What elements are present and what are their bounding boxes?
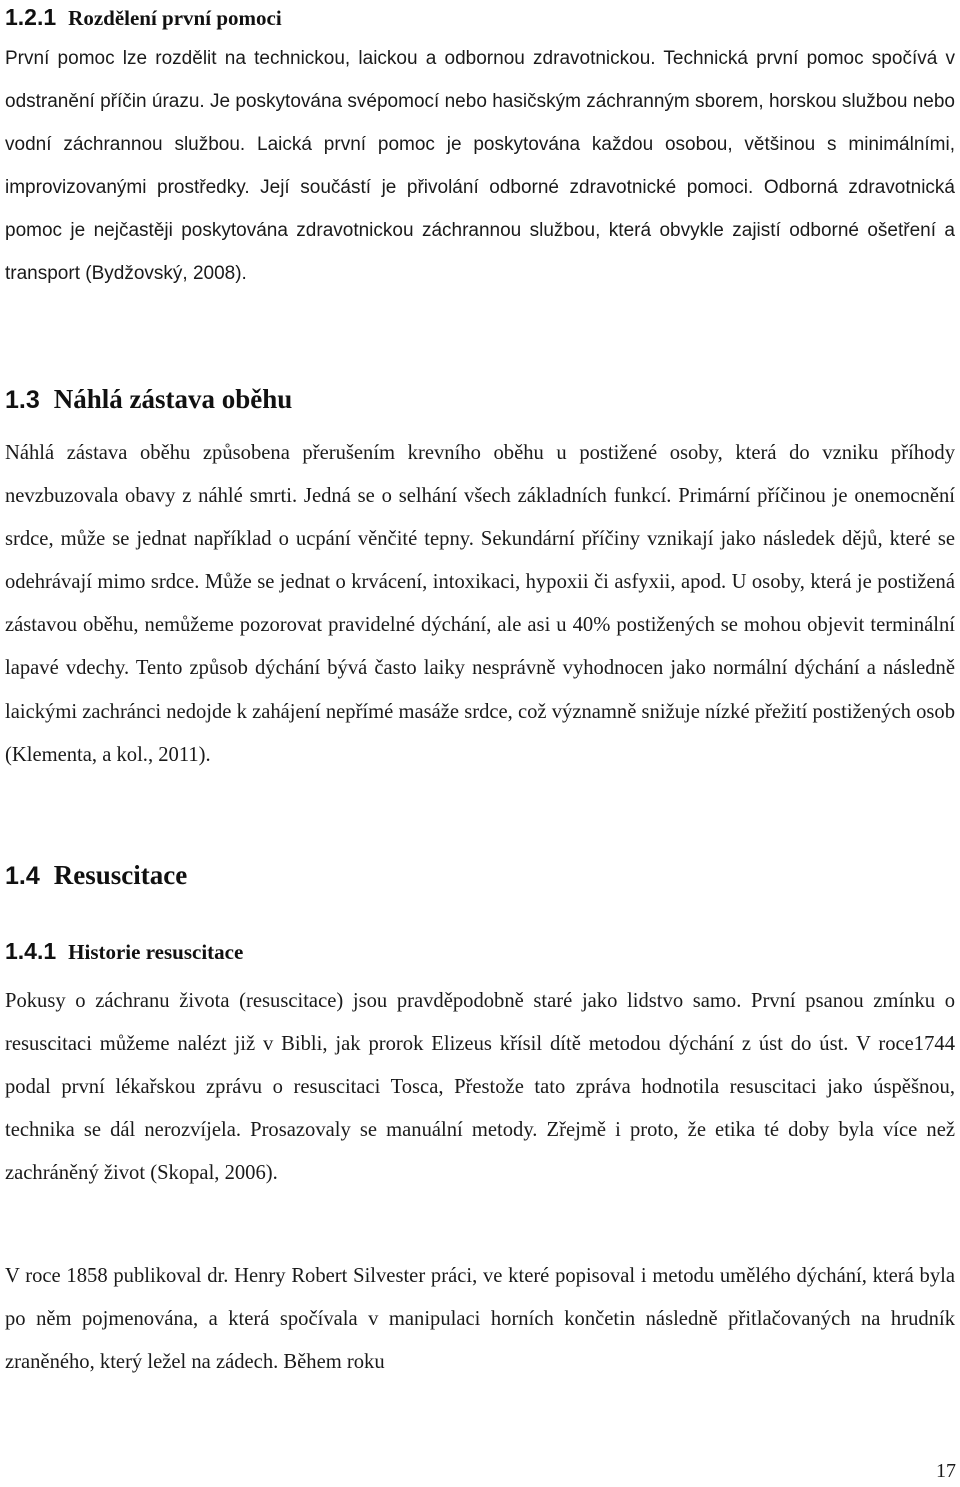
- paragraph-first-aid-types: [5, 37, 955, 296]
- paragraph-history-2: V roce 1858 publikoval dr. Henry Robert Silvester práci, ve které popisoval i metodu umělého dýchání, která byla po něm pojmenována, a která spočívala v manipulaci horních končetin následně přitlačovaných na hrudník zraněného, který ležel na zádech. Během roku: [5, 1265, 955, 1374]
- section-heading-1-4: [5, 855, 187, 896]
- paragraph-cardiac-arrest: Náhlá zástava oběhu způsobena přerušením krevního oběhu u postižené osoby, která do vzniku příhody nevzbuzovala obavy z náhlé smrti. Jedná se o selhání všech základních funkcí. Primární příčinou je onemocnění srdce, může se jednat například o ucpání věnčité tepny. Sekundární příčiny vznikají jako následek dějů, které se odehrávají mimo srdce. Může se jednat o krvácení, intoxikaci, hypoxii či asfyxii, apod. U osoby, která je postižená zástavou oběhu, nemůžeme pozorovat pravidelné dýchání, ale asi u 40% postižených se mohou objevit terminální lapavé vdechy. Tento způsob dýchání bývá často laiky nesprávně vyhodnocen jako normální dýchání a následně laickými zachránci nedojde k zahájení nepřímé masáže srdce, což významně snižuje nízké přežití postižených osob (Klementa, a kol., 2011).: [5, 442, 955, 766]
- paragraph-history-1: Pokusy o záchranu života (resuscitace) jsou pravděpodobně staré jako lidstvo samo. První psanou zmínku o resuscitaci můžeme nalézt již v Bibli, jak prorok Elizeus křísil dítě metodou dýchání z úst do úst. V roce1744 podal první lékařskou zprávu o resuscitaci Tosca, Přestože tato zpráva hodnotila resuscitaci jako úspěšnou, technika se dál nerozvíjela. Prosazovaly se manuální metody. Zřejmě i proto, že etika té doby byla více než zachráněný život (Skopal, 2006).: [5, 990, 955, 1185]
- section-number: 1.3: [5, 386, 40, 414]
- paragraph-text-a: První pomoc lze rozdělit na technickou, laickou a odbornou zdravotnickou. Technická první pomoc spočívá v odstranění příčin úrazu. Je poskytována svépomocí nebo hasičským záchranným sborem, horskou službou nebo vodní záchrannou službou.: [5, 48, 955, 156]
- section-number: 1.4: [5, 862, 40, 890]
- section-heading-1-2-1: [5, 2, 282, 33]
- section-heading-1-4-1: [5, 936, 243, 967]
- section-number: 1.2.1: [5, 4, 57, 30]
- section-title: Rozdělení první pomoci: [68, 6, 282, 30]
- section-title: Náhlá zástava oběhu: [53, 384, 293, 414]
- section-heading-1-3: [5, 379, 292, 420]
- page-number: 17: [936, 1460, 956, 1482]
- paragraph-text-b: Laická první pomoc je poskytována každou osobou, většinou s minimálními, improvizovanými prostředky. Její součástí je přivolání odborné zdravotnické pomoci. Odborná zdravotnická pomoc je nejčastěji poskytována zdravotnickou záchrannou službou, která obvykle zajistí odborné ošetření a transport (Bydžovský, 2008).: [5, 134, 955, 285]
- section-title: Historie resuscitace: [68, 940, 244, 964]
- section-title: Resuscitace: [53, 860, 188, 890]
- section-number: 1.4.1: [5, 938, 57, 964]
